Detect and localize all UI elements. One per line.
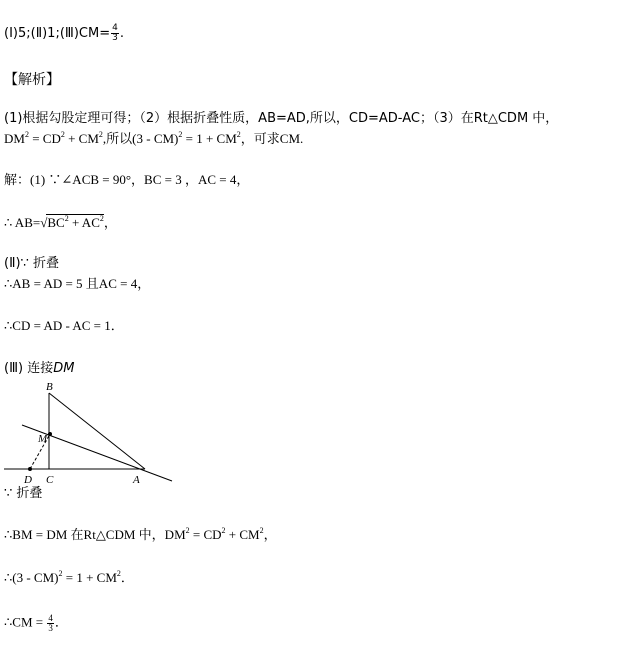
solution-line-4: ∴AB = AD = 5 且AC = 4， bbox=[4, 276, 151, 291]
label-D: D bbox=[24, 474, 32, 486]
solution-line-5: ∴CD = AD - AC = 1． bbox=[4, 318, 124, 333]
solution-line-1: 解：(1) ∵∠ACB = 90°，BC = 3 ，AC = 4， bbox=[4, 172, 250, 187]
answer-text: (Ⅰ)5;(Ⅱ)1;(Ⅲ)CM= bbox=[4, 26, 111, 41]
segment-BA bbox=[49, 393, 145, 469]
point-M bbox=[48, 432, 52, 436]
analysis-heading: 【解析】 bbox=[4, 72, 60, 88]
analysis-line-1: (1)根据勾股定理可得；（2）根据折叠性质，AB=AD,所以，CD=AD-AC；（3）在Rt△CDM 中， bbox=[4, 111, 559, 126]
label-M: M bbox=[38, 433, 48, 445]
label-C: C bbox=[46, 474, 54, 486]
cm-fraction: $\frac{4}{3}$ bbox=[48, 613, 53, 633]
geometry-figure bbox=[0, 380, 190, 490]
solution-line-9: ∴(3 - $CM)^2 = 1 + CM^2$． bbox=[4, 569, 134, 585]
solution-line-8: ∴BM = DM 在Rt△CDM 中，$DM^2 = CD^2 + CM^2$， bbox=[4, 526, 277, 542]
label-B: B bbox=[46, 381, 53, 393]
analysis-line-2: $DM^2 = CD^2 + CM^2$,所以$(3 - CM)^2 = 1 + CM^2$，可求CM. bbox=[4, 130, 304, 146]
solution-line-10: ∴CM = $\frac{4}{3}$ ． bbox=[4, 613, 68, 633]
solution-line-6: (Ⅲ) 连接DM bbox=[4, 361, 75, 376]
sqrt-symbol: √ bbox=[40, 215, 48, 230]
sqrt-radicand: $BC^2 + AC^2$ bbox=[47, 214, 104, 230]
solution-line-7: ∵ 折叠 bbox=[4, 486, 43, 501]
answer-line: (Ⅰ)5;(Ⅱ)1;(Ⅲ)CM= $\frac{4}{3}$ . bbox=[4, 23, 124, 43]
answer-fraction: $\frac{4}{3}$ bbox=[112, 23, 118, 43]
label-A: A bbox=[133, 474, 140, 486]
solution-line-2: ∴ $AB=√BC^2 + AC^2$， bbox=[4, 214, 117, 230]
point-D bbox=[28, 467, 32, 471]
solution-line-3: (Ⅱ)∵ 折叠 bbox=[4, 256, 59, 271]
